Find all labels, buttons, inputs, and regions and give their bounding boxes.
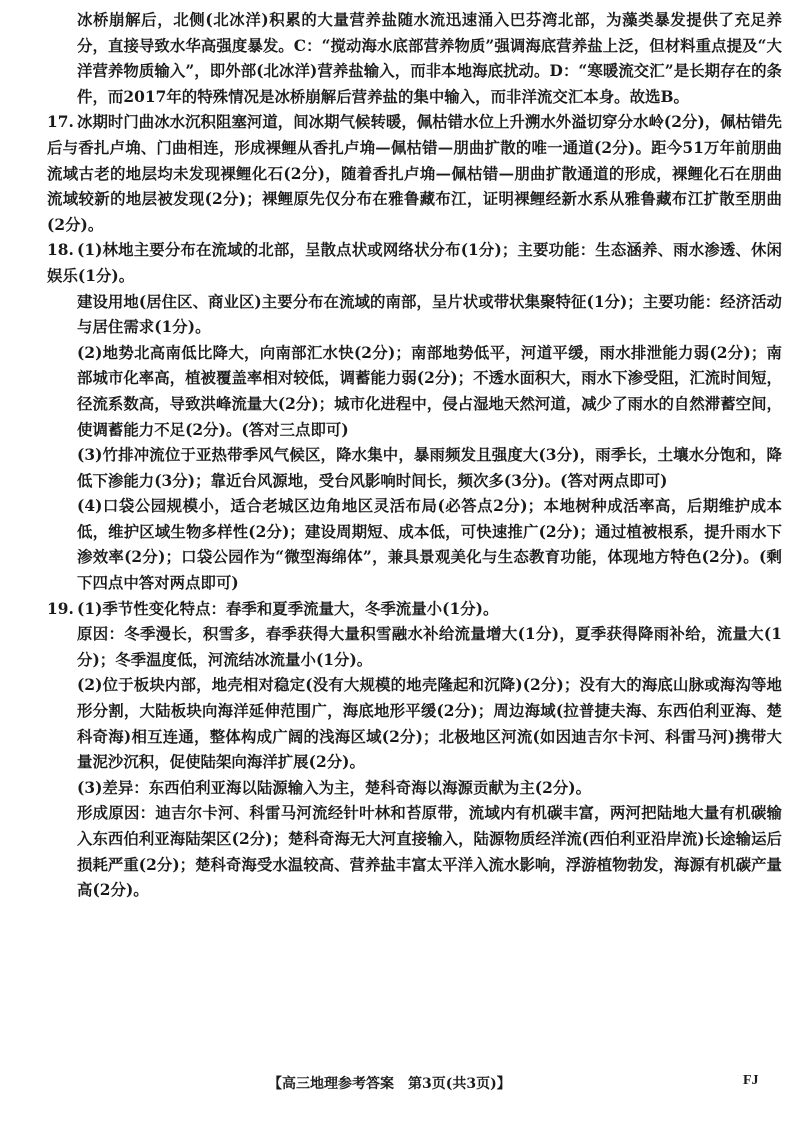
question-19-part-3: (3)差异：东西伯利亚海以陆源输入为主，楚科奇海以海源贡献为主(2分)。 <box>77 778 592 797</box>
question-19-part-1-reason: 原因：冬季漫长，积雪多，春季获得大量积雪融水补给流量增大(1分)，夏季获得降雨补给，流量大(1分)；冬季温度低，河流结冰流量小(1分)。 <box>77 625 782 669</box>
question-18-part-3: (3)竹排冲流位于亚热带季风气候区，降水集中，暴雨频发且强度大(3分)，雨季长，土壤水分饱和，降低下渗能力(3分)；靠近台风源地，受台风影响时间长，频次多(3分)。(答对两点即可) <box>77 446 782 490</box>
question-18-part-4: (4)口袋公园规模小，适合老城区边角地区灵活布局(必答点2分)；本地树种成活率高，后期维护成本低，维护区域生物多样性(2分)；建设周期短、成本低，可快速推广(2分)；通过植被根系，提升雨水下渗效率(2分)；口袋公园作为“微型海绵体”，兼具景观美化与生态教育功能，体现地方特色(2分)。(剩下四点中答对两点即可) <box>77 497 782 593</box>
answer-content <box>47 8 782 904</box>
question-18 <box>47 238 782 289</box>
question-number: 19. <box>47 599 74 618</box>
question-17-text: 冰期时门曲冰水沉积阻塞河道，间冰期气候转暖，佩枯错水位上升溯水外溢切穿分水岭(2分)，佩枯错先后与香扎卢埆、门曲相连，形成裸鲤从香扎卢埆—佩枯错—朋曲扩散的唯一通道(2分)。距今51万年前朋曲流域古老的地层均未发现裸鲤化石(2分)，随着香扎卢埆—佩枯错—朋曲扩散通道的形成，裸鲤化石在朋曲流域较新的地层被发现(2分)；裸鲤原先仅分布在雅鲁藏布江，证明裸鲤经新水系从雅鲁藏布江扩散至朋曲(2分)。 <box>47 113 782 234</box>
question-18-part-1-text: (1)林地主要分布在流域的北部，呈散点状或网络状分布(1分)；主要功能：生态涵养、雨水渗透、休闲娱乐(1分)。 <box>47 241 782 285</box>
question-19-part-2: (2)位于板块内部，地壳相对稳定(没有大规模的地壳隆起和沉降)(2分)；没有大的海底山脉或海沟等地形分割，大陆板块向海洋延伸范围广，海底地形平缓(2分)；周边海域(拉普捷夫海、东西伯利亚海、楚科奇海)相互连通，整体构成广阔的浅海区域(2分)；北极地区河流(如因迪吉尔卡河、科雷马河)携带大量泥沙沉积，促使陆架向海洋扩展(2分)。 <box>77 676 782 772</box>
question-19-part-1-text: (1)季节性变化特点：春季和夏季流量大，冬季流量小(1分)。 <box>77 599 499 618</box>
question-number: 17. <box>47 113 74 132</box>
paragraph-16-continued: 冰桥崩解后，北侧(北冰洋)积累的大量营养盐随水流迅速涌入巴芬湾北部，为藻类暴发提供了充足养分，直接导致水华高强度暴发。C：“搅动海水底部营养物质”强调海底营养盐上泛，但材料重点提及“大洋营养物质输入”，即外部(北冰洋)营养盐输入，而非本地海底扰动。D：“寒暖流交汇”是长期存在的条件，而2017年的特殊情况是冰桥崩解后营养盐的集中输入，而非洋流交汇本身。故选B。 <box>77 11 782 106</box>
question-17 <box>47 110 782 238</box>
question-18-part-2: (2)地势北高南低比降大，向南部汇水快(2分)；南部地势低平，河道平缓，雨水排泄能力弱(2分)；南部城市化率高，植被覆盖率相对较低，调蓄能力弱(2分)；不透水面积大，雨水下渗受阻，汇流时间短，径流系数高，导致洪峰流量大(2分)；城市化进程中，侵占湿地天然河道，减少了雨水的自然滞蓄空间，使调蓄能力不足(2分)。(答对三点即可) <box>77 343 782 439</box>
question-19 <box>47 597 782 623</box>
question-number: 18. <box>47 241 74 260</box>
page-footer <box>0 1073 800 1097</box>
footer-code: FJ <box>743 1073 759 1088</box>
footer-title: 【高三地理参考答案 第3页(共3页)】 <box>268 1076 511 1092</box>
question-18-part-1b: 建设用地(居住区、商业区)主要分布在流域的南部，呈片状或带状集聚特征(1分)；主要功能：经济活动与居住需求(1分)。 <box>77 292 782 337</box>
question-19-part-3-reason: 形成原因：迪吉尔卡河、科雷马河流经针叶林和苔原带，流域内有机碳丰富，两河把陆地大量有机碳输入东西伯利亚海陆架区(2分)；楚科奇海无大河直接输入，陆源物质经洋流(西伯利亚沿岸流)长途输运后损耗严重(2分)；楚科奇海受水温较高、营养盐丰富太平洋入流水影响，浮游植物勃发，海源有机碳产量高(2分)。 <box>77 804 782 900</box>
